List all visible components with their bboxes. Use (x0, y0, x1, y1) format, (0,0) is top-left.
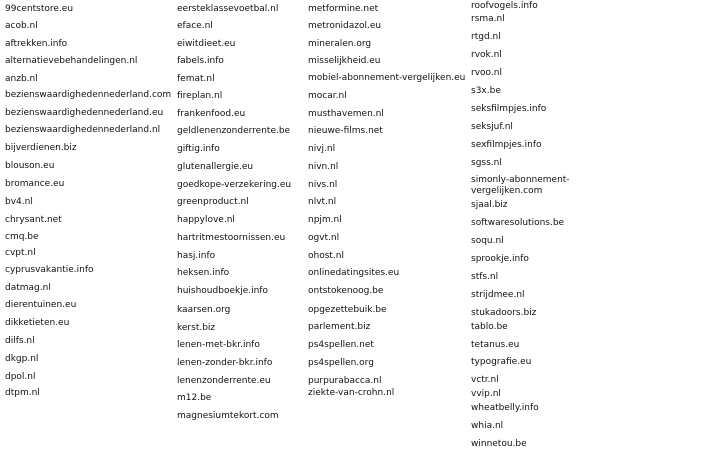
domain-link[interactable]: ps4spellen.org (308, 358, 374, 368)
domain-link[interactable]: vctr.nl (471, 375, 499, 385)
domain-link[interactable]: purpurabacca.nl (308, 376, 382, 386)
domain-link[interactable]: winnetou.be (471, 439, 527, 449)
domain-link[interactable]: rvok.nl (471, 50, 502, 60)
domain-link[interactable]: s3x.be (471, 86, 501, 96)
domain-link[interactable]: bijverdienen.biz (5, 143, 77, 153)
domain-link[interactable]: npjm.nl (308, 215, 342, 225)
domain-link[interactable]: happylove.nl (177, 215, 235, 225)
domain-link[interactable]: hartritmestoornissen.eu (177, 233, 286, 243)
domain-link[interactable]: ogvt.nl (308, 233, 340, 243)
domain-link[interactable]: nivs.nl (308, 180, 338, 190)
domain-link[interactable]: metronidazol.eu (308, 21, 382, 31)
domain-link[interactable]: ziekte-van-crohn.nl (308, 388, 395, 398)
domain-link[interactable]: whia.nl (471, 421, 504, 431)
domain-link[interactable]: bezienswaardighedennederland.com (5, 90, 172, 100)
domain-link[interactable]: geldlenenzonderrente.be (177, 126, 291, 136)
domain-link[interactable]: sexfilmpjes.info (471, 140, 542, 150)
domain-link[interactable]: datmag.nl (5, 283, 51, 293)
domain-link[interactable]: kerst.biz (177, 323, 216, 333)
domain-link[interactable]: bv4.nl (5, 197, 33, 207)
domain-link[interactable]: strijdmee.nl (471, 290, 525, 300)
domain-link[interactable]: lenenzonderrente.eu (177, 376, 271, 386)
domain-link[interactable]: fabels.info (177, 56, 224, 66)
domain-link[interactable]: fireplan.nl (177, 91, 223, 101)
domain-link[interactable]: softwaresolutions.be (471, 218, 565, 228)
domain-link[interactable]: onlinedatingsites.eu (308, 268, 400, 278)
domain-link[interactable]: bezienswaardighedennederland.nl (5, 125, 161, 135)
domain-link[interactable]: acob.nl (5, 21, 38, 31)
domain-link[interactable]: eersteklassevoetbal.nl (177, 4, 279, 14)
domain-link[interactable]: parlement.biz (308, 322, 371, 332)
domain-link[interactable]: eface.nl (177, 21, 213, 31)
domain-link[interactable]: hasj.info (177, 251, 216, 261)
domain-link[interactable]: cyprusvakantie.info (5, 265, 94, 275)
domain-link[interactable]: cmq.be (5, 232, 39, 242)
domain-link[interactable]: ps4spellen.net (308, 340, 374, 350)
domain-link[interactable]: eiwitdieet.eu (177, 39, 236, 49)
domain-link[interactable]: ohost.nl (308, 251, 344, 261)
domain-link[interactable]: giftig.info (177, 144, 220, 154)
domain-link[interactable]: dierentuinen.eu (5, 300, 77, 310)
domain-link[interactable]: bromance.eu (5, 179, 65, 189)
domain-link[interactable]: huishoudboekje.info (177, 286, 268, 296)
domain-link[interactable]: stfs.nl (471, 272, 499, 282)
domain-link[interactable]: rvoo.nl (471, 68, 502, 78)
domain-link[interactable]: frankenfood.eu (177, 109, 246, 119)
domain-link[interactable]: dilfs.nl (5, 336, 35, 346)
domain-link[interactable]: tetanus.eu (471, 340, 520, 350)
domain-link[interactable]: rtgd.nl (471, 32, 501, 42)
domain-link[interactable]: nivn.nl (308, 162, 339, 172)
domain-link[interactable]: ontstokenoog.be (308, 286, 384, 296)
domain-link[interactable]: seksfilmpjes.info (471, 104, 547, 114)
domain-link[interactable]: dtpm.nl (5, 388, 40, 398)
domain-link[interactable]: anzb.nl (5, 74, 38, 84)
domain-link[interactable]: tablo.be (471, 322, 508, 332)
domain-link[interactable]: wheatbelly.info (471, 403, 539, 413)
domain-link[interactable]: blouson.eu (5, 161, 55, 171)
domain-link[interactable]: mocar.nl (308, 91, 347, 101)
domain-link[interactable]: glutenallergie.eu (177, 162, 254, 172)
domain-link[interactable]: lenen-met-bkr.info (177, 340, 260, 350)
domain-link[interactable]: nlvt.nl (308, 197, 337, 207)
domain-link[interactable]: lenen-zonder-bkr.info (177, 358, 273, 368)
domain-link[interactable]: sjaal.biz (471, 200, 508, 210)
domain-link[interactable]: sprookje.info (471, 254, 529, 264)
domain-link[interactable]: aftrekken.info (5, 39, 68, 49)
domain-link[interactable]: misselijkheid.eu (308, 56, 381, 66)
domain-link[interactable]: bezienswaardighedennederland.eu (5, 108, 164, 118)
domain-link[interactable]: mineralen.org (308, 39, 372, 49)
domain-link[interactable]: seksjuf.nl (471, 122, 513, 132)
domain-link[interactable]: stukadoors.biz (471, 308, 537, 318)
domain-link[interactable]: alternatievebehandelingen.nl (5, 56, 138, 66)
domain-link[interactable]: femat.nl (177, 74, 215, 84)
domain-link[interactable]: opgezettebuik.be (308, 305, 387, 315)
domain-link[interactable]: cvpt.nl (5, 248, 36, 258)
domain-link[interactable]: rsma.nl (471, 14, 505, 24)
domain-link[interactable]: nieuwe-films.net (308, 126, 383, 136)
domain-link[interactable]: heksen.info (177, 268, 230, 278)
domain-link[interactable]: 99centstore.eu (5, 4, 74, 14)
domain-link[interactable]: dpol.nl (5, 372, 36, 382)
domain-link[interactable]: magnesiumtekort.com (177, 411, 279, 421)
domain-link[interactable]: soqu.nl (471, 236, 504, 246)
domain-link[interactable]: nivj.nl (308, 144, 336, 154)
domain-link[interactable]: m12.be (177, 393, 212, 403)
domain-link[interactable]: goedkope-verzekering.eu (177, 180, 292, 190)
domain-link[interactable]: metformine.net (308, 4, 379, 14)
domain-link[interactable]: chrysant.net (5, 215, 62, 225)
domain-link[interactable]: musthavemen.nl (308, 109, 384, 119)
domain-link[interactable]: dkgp.nl (5, 354, 39, 364)
domain-link[interactable]: vvip.nl (471, 389, 501, 399)
domain-link[interactable]: mobiel-abonnement-vergelijken.eu (308, 73, 466, 83)
domain-link[interactable]: greenproduct.nl (177, 197, 249, 207)
domain-link[interactable]: roofvogels.info (471, 1, 538, 11)
domain-link[interactable]: dikketieten.eu (5, 318, 70, 328)
domain-link[interactable]: typografie.eu (471, 357, 532, 367)
domain-link[interactable]: kaarsen.org (177, 305, 231, 315)
domain-link[interactable]: simonly-abonnement-vergelijken.com (471, 175, 570, 196)
domain-link[interactable]: sgss.nl (471, 158, 502, 168)
